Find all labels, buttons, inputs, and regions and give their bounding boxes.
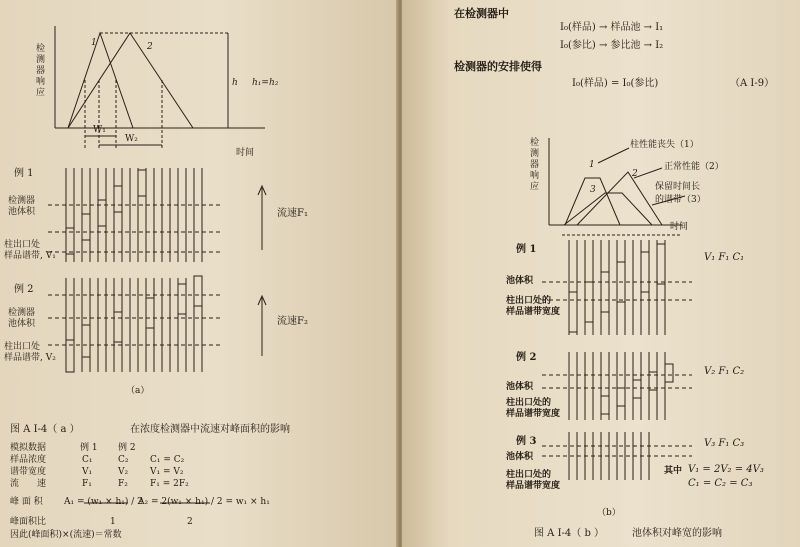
fig-b-example-2-params: V₂ F₁ C₂ [704,366,745,377]
legend-long-retention-1: 保留时间长 [655,182,701,192]
right-page [402,0,800,547]
detector-volume-label: 检测器 池体积 [8,196,36,217]
peak-1-label: 1 [91,38,97,48]
fig-b-xlabel: 时间 [670,222,689,232]
example-2-label: 例 2 [14,284,34,295]
where-equation-2: C₁ = C₂ = C₃ [688,478,753,489]
table-cell: F₁ [82,479,92,489]
area2-formula: A₂ = 2(w₁ × h₁) / 2 = w₁ × h₁ [138,497,270,507]
table-row-label: 样品浓度 [10,455,47,465]
equation-number: （A I-9） [730,78,775,89]
caption-a-text: 在浓度检测器中流速对峰面积的影响 [130,424,290,435]
table-cell: V₁ = V₂ [150,467,184,477]
fig-b-example-1-params: V₁ F₁ C₁ [704,252,745,263]
peak-area-label: 峰 面 积 [10,497,43,507]
fig-b-peak-1-label: 1 [589,160,595,170]
equation-3: I₀(样品) = I₀(参比) [572,78,659,89]
example-1-bars [66,168,202,262]
table-cell: C₁ = C₂ [150,455,185,465]
w1-label: W₁ [93,125,106,135]
table-header-0: 模拟数据 [10,443,47,453]
example-1-label: 例 1 [14,168,34,179]
peak-ratio-label: 峰面积比 [10,517,47,527]
fig-b-column-outlet-3: 柱出口处的 样品谱带宽度 [506,470,561,491]
column-outlet-v2-label: 柱出口处 样品谱带, V₂ [4,342,56,363]
fig-b-peak-2-label: 2 [632,169,638,179]
h-equation: h₁=h₂ [252,78,279,88]
table-header-2: 例 2 [118,443,136,453]
equation-1: I₀(样品) → 样品池 → I₁ [560,22,664,33]
arrangement-text: 检测器的安排使得 [454,60,542,73]
legend-normal: 正常性能（2） [664,162,724,172]
conclusion: 因此(峰面积)×(流速)＝常数 [10,530,122,540]
where-label: 其中 [664,466,683,476]
h-label: h [232,78,238,88]
caption-a-number: 图 A I-4（ a ） [10,424,80,435]
fig-b-sublabel: （b） [597,508,621,518]
area1-formula: A₁ = (w₁ × h₁) / 2 [64,497,143,507]
fig-b-cell-volume-2: 池体积 [506,382,534,392]
legend-column-loss: 柱性能丧失（1） [630,140,699,150]
peak-ratio-1: 1 [110,517,116,527]
caption-b-number: 图 A I-4（ b ） [534,528,605,539]
legend-long-retention-2: 的谱带（3） [655,195,706,205]
fig-b-cell-volume-1: 池体积 [506,276,534,286]
column-outlet-v1-label: 柱出口处 样品谱带, V₁ [4,240,56,261]
caption-b-text: 池体积对峰宽的影响 [632,528,722,539]
fig-b-ylabel: 检测器响应 [530,138,540,192]
fig-a-xlabel: 时间 [236,148,255,158]
fig-b-column-outlet-2: 柱出口处的 样品谱带宽度 [506,398,561,419]
fig-b-example-3-label: 例 3 [516,436,537,447]
flow-f1-label: 流速F₁ [277,208,308,219]
fig-a-sublabel: （a） [126,386,150,396]
flow-f2-label: 流速F₂ [277,316,308,327]
fig-b-peak-3-label: 3 [590,185,596,195]
fig-b-example-3-params: V₃ F₁ C₃ [704,438,745,449]
fig-a-ylabel: 检测器响应 [36,44,46,98]
fig-b-peak-2 [577,172,662,225]
left-page [0,0,398,547]
table-row-label: 流 速 [10,479,47,489]
table-row-label: 谱带宽度 [10,467,47,477]
w2-label: W₂ [125,134,138,144]
table-cell: V₁ [82,467,93,477]
fig-b-column-outlet-1: 柱出口处的 样品谱带宽度 [506,296,561,317]
intro-text: 在检测器中 [454,7,509,20]
where-equation-1: V₁ = 2V₂ = 4V₃ [688,464,764,475]
table-cell: C₂ [118,455,129,465]
fig-b-example-2-label: 例 2 [516,352,537,363]
table-header-1: 例 1 [80,443,98,453]
fig-b-example-1-label: 例 1 [516,244,537,255]
fig-b-cell-volume-3: 池体积 [506,452,534,462]
peak-ratio-2: 2 [187,517,193,527]
detector-volume-label-2: 检测器 池体积 [8,308,36,329]
table-cell: C₁ [82,455,93,465]
equation-2: I₀(参比) → 参比池 → I₂ [560,40,664,51]
peak-2-line [68,33,193,128]
fig-b-example-2-bars [569,352,665,420]
table-cell: F₂ [118,479,128,489]
peak-2-label: 2 [147,42,153,52]
figure-a-graphics [0,0,398,547]
table-cell: F₁ = 2F₂ [150,479,189,489]
table-cell: V₂ [118,467,129,477]
